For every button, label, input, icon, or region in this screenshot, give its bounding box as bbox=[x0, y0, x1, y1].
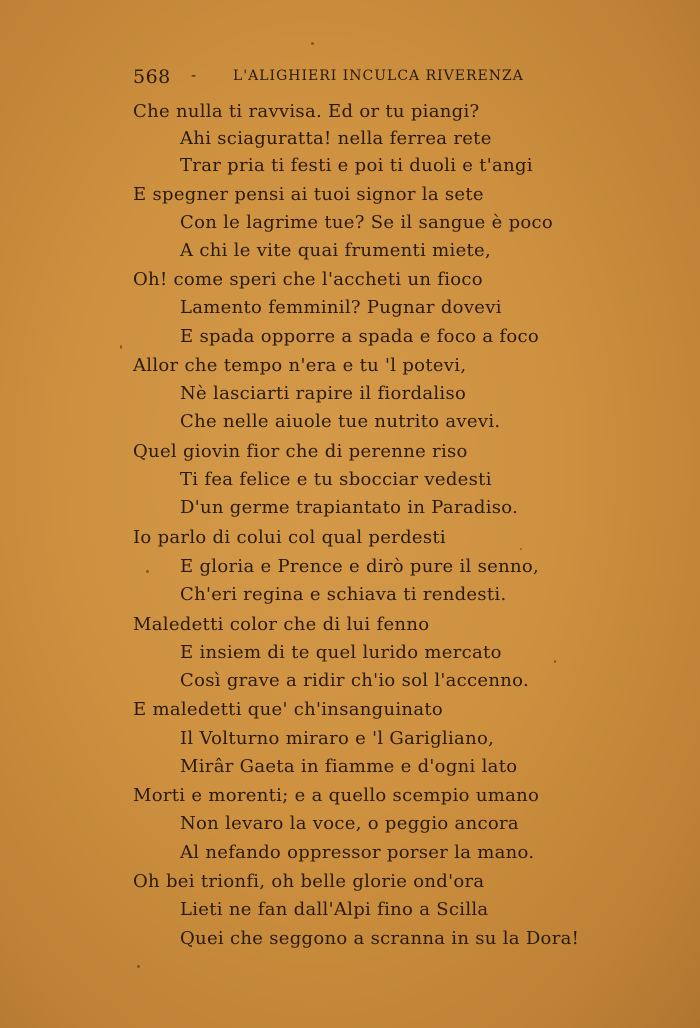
verse-line: Non levaro la voce, o peggio ancora bbox=[180, 813, 519, 834]
verse-line: Morti e morenti; e a quello scempio umano bbox=[133, 785, 540, 806]
verse-line: Oh bei trionfi, oh belle glorie ond'ora bbox=[133, 871, 485, 892]
verse-line: E insiem di te quel lurido mercato bbox=[180, 642, 502, 663]
verse-line: Quei che seggono a scranna in su la Dora! bbox=[180, 928, 580, 949]
verse-line: Mirâr Gaeta in fiamme e d'ogni lato bbox=[180, 756, 518, 777]
verse-line: Io parlo di colui col qual perdesti bbox=[133, 527, 446, 548]
verse-line: Al nefando oppressor porser la mano. bbox=[180, 842, 535, 863]
verse-line: Ahi sciaguratta! nella ferrea rete bbox=[180, 128, 492, 149]
verse-line: Allor che tempo n'era e tu 'l potevi, bbox=[133, 355, 467, 376]
paper-speck bbox=[311, 42, 314, 45]
running-title: L'ALIGHIERI INCULCA RIVERENZA bbox=[233, 68, 524, 84]
verse-line: Con le lagrime tue? Se il sangue è poco bbox=[180, 212, 554, 233]
verse-line: A chi le vite quai frumenti miete, bbox=[180, 240, 492, 261]
verse-line: Ti fea felice e tu sbocciar vedesti bbox=[180, 469, 492, 490]
verse-line: E spegner pensi ai tuoi signor la sete bbox=[133, 184, 484, 205]
verse-line: Lamento femminil? Pugnar dovevi bbox=[180, 297, 502, 318]
verse-line: Ch'eri regina e schiava ti rendesti. bbox=[180, 584, 507, 605]
header-separator: - bbox=[191, 66, 197, 84]
verse-line: Maledetti color che di lui fenno bbox=[133, 614, 430, 635]
verse-line: E maledetti que' ch'insanguinato bbox=[133, 699, 444, 720]
verse-line: Lieti ne fan dall'Alpi fino a Scilla bbox=[180, 899, 489, 920]
verse-line: E gloria e Prence e dirò pure il senno, bbox=[180, 556, 540, 577]
verse-line: E spada opporre a spada e foco a foco bbox=[180, 326, 540, 347]
page-number: 568 bbox=[133, 66, 171, 88]
paper-speck bbox=[520, 548, 522, 550]
verse-line: Così grave a ridir ch'io sol l'accenno. bbox=[180, 670, 530, 691]
verse-line: Quel giovin fior che di perenne riso bbox=[133, 441, 468, 462]
verse-line: Che nulla ti ravvisa. Ed or tu piangi? bbox=[133, 101, 480, 122]
paper-speck bbox=[137, 965, 140, 968]
verse-line: D'un germe trapiantato in Paradiso. bbox=[180, 497, 519, 518]
verse-line: Che nelle aiuole tue nutrito avevi. bbox=[180, 411, 501, 432]
verse-line: Oh! come speri che l'accheti un fioco bbox=[133, 269, 483, 290]
running-head bbox=[133, 66, 524, 90]
paper-speck bbox=[146, 570, 149, 573]
verse-line: Trar pria ti festi e poi ti duoli e t'angi bbox=[180, 155, 533, 176]
verse-line: Il Volturno miraro e 'l Garigliano, bbox=[180, 728, 495, 749]
verse-line: Nè lasciarti rapire il fiordaliso bbox=[180, 383, 467, 404]
paper-speck bbox=[120, 345, 122, 349]
paper-speck bbox=[554, 660, 556, 663]
